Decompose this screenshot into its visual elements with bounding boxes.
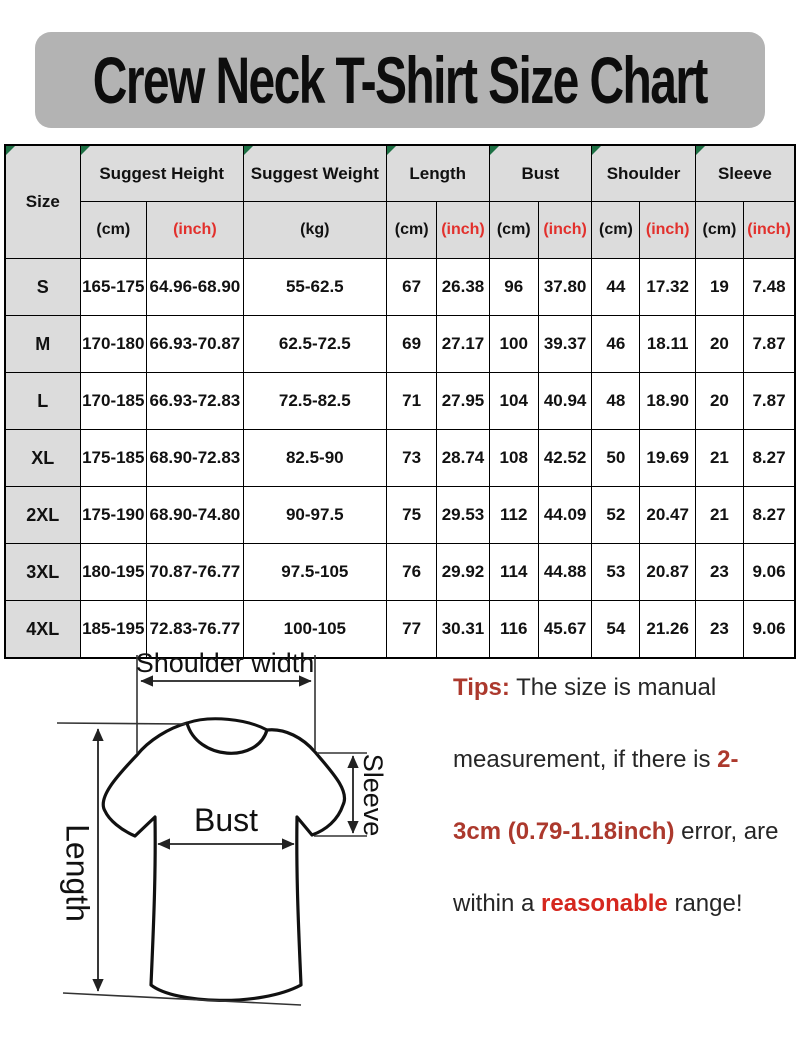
size-cell: 4XL — [5, 601, 80, 659]
data-cell: 114 — [489, 544, 538, 601]
data-cell: 66.93-72.83 — [146, 373, 243, 430]
data-cell: 72.5-82.5 — [243, 373, 386, 430]
data-cell: 116 — [489, 601, 538, 659]
data-cell: 69 — [386, 316, 437, 373]
data-cell: 21 — [695, 430, 743, 487]
size-cell: 3XL — [5, 544, 80, 601]
data-cell: 7.87 — [744, 316, 795, 373]
data-cell: 77 — [386, 601, 437, 659]
unit-sleeve-cm: (cm) — [695, 202, 743, 259]
data-cell: 30.31 — [437, 601, 489, 659]
data-cell: 44.09 — [538, 487, 591, 544]
data-cell: 100 — [489, 316, 538, 373]
table-row-3xl — [5, 544, 795, 601]
unit-height-inch: (inch) — [146, 202, 243, 259]
data-cell: 40.94 — [538, 373, 591, 430]
data-cell: 62.5-72.5 — [243, 316, 386, 373]
unit-bust-inch: (inch) — [538, 202, 591, 259]
data-cell: 44.88 — [538, 544, 591, 601]
data-cell: 170-185 — [80, 373, 146, 430]
length-label: Length — [59, 824, 96, 922]
sleeve-label: Sleeve — [357, 753, 388, 837]
data-cell: 28.74 — [437, 430, 489, 487]
data-cell: 96 — [489, 259, 538, 316]
data-cell: 82.5-90 — [243, 430, 386, 487]
tips-highlight-reasonable: reasonable — [541, 890, 668, 917]
data-cell: 108 — [489, 430, 538, 487]
unit-shoulder-inch: (inch) — [640, 202, 695, 259]
data-cell: 19 — [695, 259, 743, 316]
data-cell: 180-195 — [80, 544, 146, 601]
data-cell: 100-105 — [243, 601, 386, 659]
data-cell: 70.87-76.77 — [146, 544, 243, 601]
tips-part1: The size is manual measurement, if there is — [453, 674, 718, 773]
data-cell: 7.87 — [744, 373, 795, 430]
page-title: Crew Neck T-Shirt Size Chart — [92, 43, 708, 117]
data-cell: 71 — [386, 373, 437, 430]
back-collar-line — [187, 719, 267, 730]
title-banner — [35, 32, 765, 128]
data-cell: 72.83-76.77 — [146, 601, 243, 659]
header-shoulder: Shoulder — [592, 145, 696, 202]
data-cell: 67 — [386, 259, 437, 316]
data-cell: 68.90-72.83 — [146, 430, 243, 487]
data-cell: 21.26 — [640, 601, 695, 659]
data-cell: 165-175 — [80, 259, 146, 316]
tips-label: Tips: — [453, 674, 510, 701]
data-cell: 97.5-105 — [243, 544, 386, 601]
size-cell: XL — [5, 430, 80, 487]
data-cell: 55-62.5 — [243, 259, 386, 316]
data-cell: 104 — [489, 373, 538, 430]
data-cell: 54 — [592, 601, 640, 659]
data-cell: 175-190 — [80, 487, 146, 544]
unit-weight-kg: (kg) — [243, 202, 386, 259]
tshirt-diagram-svg — [25, 648, 445, 1040]
data-cell: 26.38 — [437, 259, 489, 316]
bust-label: Bust — [193, 802, 259, 838]
data-cell: 29.92 — [437, 544, 489, 601]
data-cell: 9.06 — [744, 544, 795, 601]
unit-sleeve-inch: (inch) — [744, 202, 795, 259]
header-bust: Bust — [489, 145, 592, 202]
tips-part2: error, are within a — [453, 818, 779, 917]
data-cell: 9.06 — [744, 601, 795, 659]
data-cell: 18.11 — [640, 316, 695, 373]
data-cell: 20.87 — [640, 544, 695, 601]
data-cell: 42.52 — [538, 430, 591, 487]
size-cell: S — [5, 259, 80, 316]
data-cell: 20 — [695, 373, 743, 430]
data-cell: 185-195 — [80, 601, 146, 659]
data-cell: 66.93-70.87 — [146, 316, 243, 373]
data-cell: 19.69 — [640, 430, 695, 487]
tshirt-measurement-diagram — [25, 648, 445, 1040]
unit-shoulder-cm: (cm) — [592, 202, 640, 259]
data-cell: 175-185 — [80, 430, 146, 487]
data-cell: 53 — [592, 544, 640, 601]
data-cell: 73 — [386, 430, 437, 487]
data-cell: 46 — [592, 316, 640, 373]
data-cell: 170-180 — [80, 316, 146, 373]
length-tick-bottom — [63, 993, 301, 1005]
unit-height-cm: (cm) — [80, 202, 146, 259]
table-row-xl — [5, 430, 795, 487]
data-cell: 39.37 — [538, 316, 591, 373]
data-cell: 52 — [592, 487, 640, 544]
data-cell: 27.17 — [437, 316, 489, 373]
data-cell: 27.95 — [437, 373, 489, 430]
header-suggest-weight: Suggest Weight — [243, 145, 386, 202]
tips-part3: range! — [667, 890, 743, 917]
header-suggest-height: Suggest Height — [80, 145, 243, 202]
data-cell: 23 — [695, 601, 743, 659]
size-cell: M — [5, 316, 80, 373]
data-cell: 8.27 — [744, 430, 795, 487]
data-cell: 48 — [592, 373, 640, 430]
header-length: Length — [386, 145, 489, 202]
data-cell: 7.48 — [744, 259, 795, 316]
unit-bust-cm: (cm) — [489, 202, 538, 259]
data-cell: 68.90-74.80 — [146, 487, 243, 544]
size-chart-table — [4, 144, 796, 659]
data-cell: 20 — [695, 316, 743, 373]
table-row-m — [5, 316, 795, 373]
size-cell: L — [5, 373, 80, 430]
tips-highlight-error-range: 2-3cm (0.79-1.18inch) — [453, 746, 739, 845]
data-cell: 8.27 — [744, 487, 795, 544]
data-cell: 23 — [695, 544, 743, 601]
tips-text — [453, 652, 783, 940]
data-cell: 50 — [592, 430, 640, 487]
data-cell: 29.53 — [437, 487, 489, 544]
data-cell: 112 — [489, 487, 538, 544]
unit-length-inch: (inch) — [437, 202, 489, 259]
data-cell: 44 — [592, 259, 640, 316]
tshirt-outline — [103, 723, 344, 1000]
data-cell: 64.96-68.90 — [146, 259, 243, 316]
header-size: Size — [5, 145, 80, 259]
header-sleeve: Sleeve — [695, 145, 795, 202]
data-cell: 45.67 — [538, 601, 591, 659]
shoulder-width-label: Shoulder width — [135, 648, 315, 678]
size-cell: 2XL — [5, 487, 80, 544]
length-tick-top — [57, 723, 186, 724]
data-cell: 75 — [386, 487, 437, 544]
data-cell: 76 — [386, 544, 437, 601]
data-cell: 37.80 — [538, 259, 591, 316]
unit-length-cm: (cm) — [386, 202, 437, 259]
data-cell: 90-97.5 — [243, 487, 386, 544]
data-cell: 17.32 — [640, 259, 695, 316]
data-cell: 18.90 — [640, 373, 695, 430]
table-row-2xl — [5, 487, 795, 544]
data-cell: 20.47 — [640, 487, 695, 544]
table-row-s — [5, 259, 795, 316]
table-row-l — [5, 373, 795, 430]
data-cell: 21 — [695, 487, 743, 544]
